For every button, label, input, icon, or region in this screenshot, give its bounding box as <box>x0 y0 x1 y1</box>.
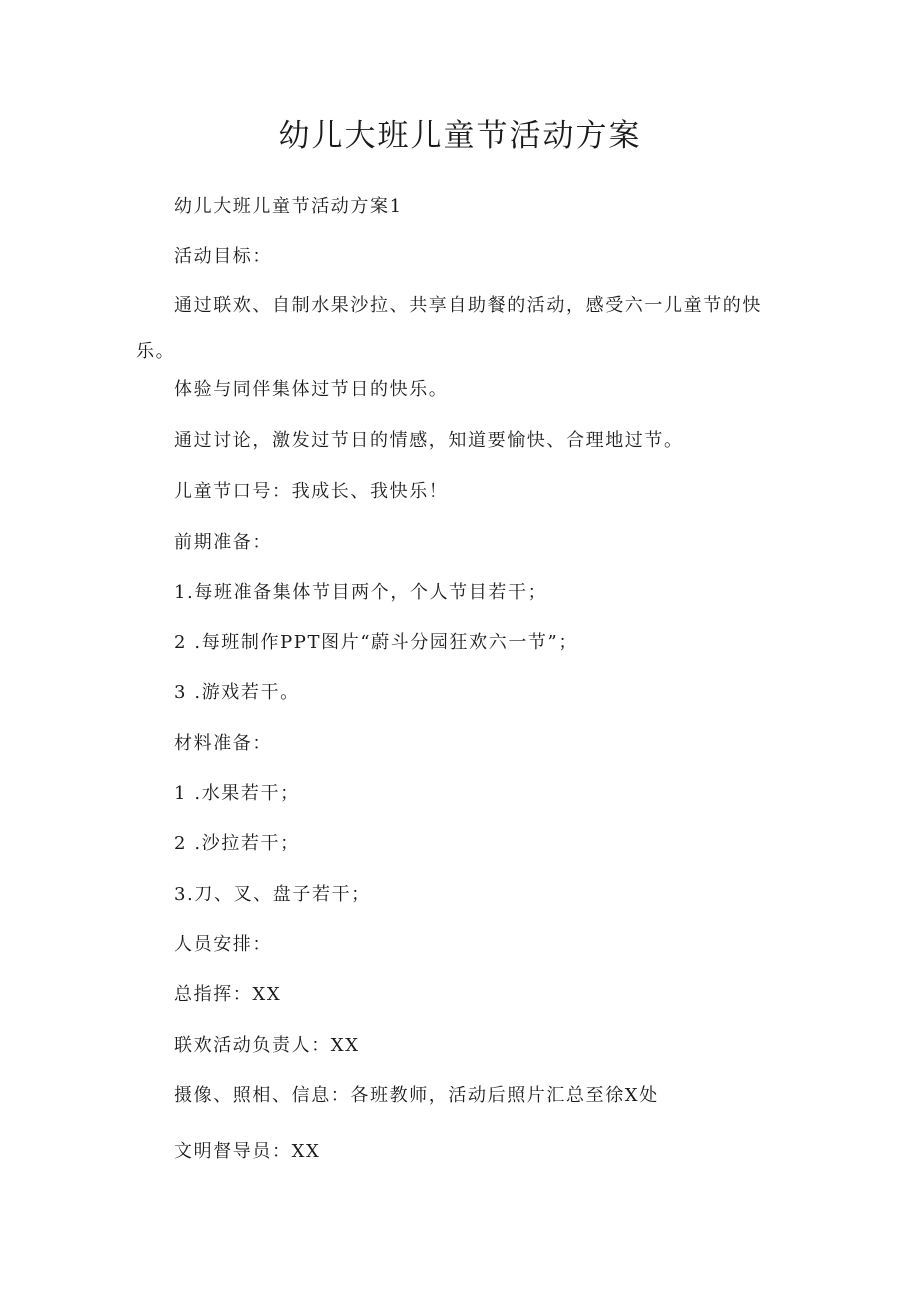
paragraph: 体验与同伴集体过节日的快乐。 <box>174 379 449 400</box>
section-heading: 幼儿大班儿童节活动方案1 <box>174 196 403 217</box>
list-item: 3.刀、叉、盘子若干； <box>174 884 371 905</box>
paragraph: 通过联欢、自制水果沙拉、共享自助餐的活动，感受六一儿童节的快乐。 <box>136 295 762 362</box>
list-item: 2 .沙拉若干； <box>174 833 300 854</box>
list-item: 1 .水果若干； <box>174 783 300 804</box>
paragraph: 活动目标： <box>174 246 272 267</box>
list-item: 3 .游戏若干。 <box>174 682 300 703</box>
document-title: 幼儿大班儿童节活动方案 <box>278 118 642 154</box>
paragraph: 总指挥：XX <box>174 984 282 1005</box>
paragraph: 儿童节口号：我成长、我快乐！ <box>174 481 449 502</box>
paragraph: 材料准备： <box>174 733 272 754</box>
paragraph: 前期准备： <box>174 532 272 553</box>
paragraph: 通过讨论，激发过节日的情感，知道要愉快、合理地过节。 <box>174 430 684 451</box>
paragraph: 摄像、照相、信息：各班教师，活动后照片汇总至徐X处 <box>174 1085 659 1106</box>
paragraph: 文明督导员：XX <box>174 1141 321 1162</box>
paragraph: 人员安排： <box>174 934 272 955</box>
list-item: 2 .每班制作PPT图片“蔚斗分园狂欢六一节”； <box>174 632 578 653</box>
paragraph: 联欢活动负责人：XX <box>174 1035 360 1056</box>
list-item: 1.每班准备集体节目两个，个人节目若干； <box>174 582 548 603</box>
